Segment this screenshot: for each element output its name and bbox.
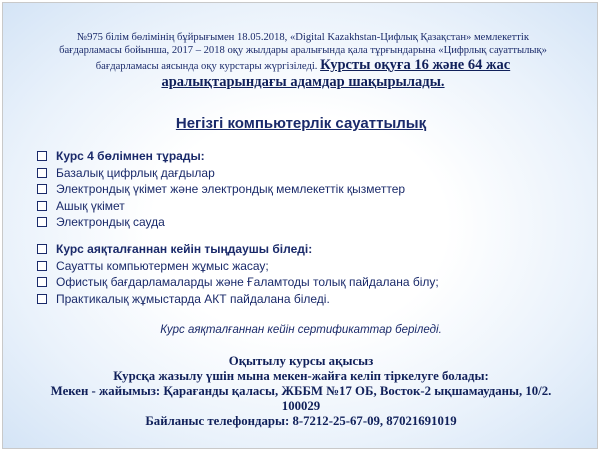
- page-title: Негізгі компьютерлік сауаттылық: [175, 115, 427, 132]
- slide: [2, 2, 598, 449]
- postcode: 100029: [281, 399, 321, 413]
- learning-outcomes-list: [37, 241, 577, 307]
- list-item-label: Базалық цифрлық дағдылар: [56, 165, 215, 180]
- list-item-label: Офистық бағдарламаларды және Ғаламтоды толық пайдалана білу;: [56, 275, 439, 290]
- checkbox-bullet-icon: [37, 244, 47, 254]
- list-item: [37, 214, 577, 231]
- certificate-note: Курс аяқталғаннан кейін сертификаттар беріледі.: [160, 324, 442, 336]
- checkbox-bullet-icon: [37, 261, 47, 271]
- checkbox-bullet-icon: [37, 168, 47, 178]
- list-item-label: Практикалық жұмыстарда АКТ пайдалана біледі.: [56, 291, 330, 306]
- list-item: [37, 258, 577, 275]
- list-title: Курс аяқталғаннан кейін тыңдаушы біледі:: [56, 242, 313, 257]
- list-item-label: Электрондық үкімет және электрондық мемлекеттік қызметтер: [56, 182, 406, 197]
- age-highlight: Курсты оқуға 16 және 64 жас: [320, 57, 511, 73]
- list-title-row: [37, 148, 577, 165]
- intro-line: №975 білім бөлімінің бұйрығымен 18.05.2018, «Digital Kazakhstan-Цифлық Қазақстан» мемлекеттік: [76, 32, 530, 43]
- list-item-label: Электрондық сауда: [56, 215, 165, 230]
- phone-numbers: Байланыс телефондары: 8-7212-25-67-09, 87021691019: [145, 414, 457, 428]
- list-item: [37, 198, 577, 215]
- course-sections-list: [37, 148, 577, 231]
- registration-note: Курсқа жазылу үшін мына мекен-жайға келіп тіркелуге болады:: [113, 369, 489, 383]
- age-highlight: аралықтарындағы адамдар шақырылады.: [161, 74, 445, 90]
- list-item: [37, 165, 577, 182]
- checkbox-bullet-icon: [37, 277, 47, 287]
- fee-note: Оқытылу курсы ақысыз: [228, 354, 374, 368]
- list-item: [37, 274, 577, 291]
- list-item: [37, 291, 577, 308]
- intro-line: бағдарламасы бойынша, 2017 – 2018 оқу жылдары аралығында қала тұрғындарына «Цифрлық сауаттылық»: [59, 45, 547, 56]
- checkbox-bullet-icon: [37, 151, 47, 161]
- address: Мекен - жайымыз: Қарағанды қаласы, ЖББМ №17 ОБ, Восток-2 ықшамауданы, 10/2.: [50, 384, 552, 398]
- checkbox-bullet-icon: [37, 217, 47, 227]
- intro-line: [35, 57, 571, 74]
- checkbox-bullet-icon: [37, 294, 47, 304]
- checkbox-bullet-icon: [37, 184, 47, 194]
- list-item-label: Ашық үкімет: [56, 198, 125, 213]
- contact-footer: [23, 354, 579, 429]
- list-title-row: [37, 241, 577, 258]
- checkbox-bullet-icon: [37, 201, 47, 211]
- list-item: [37, 181, 577, 198]
- intro-paragraph: [35, 31, 571, 91]
- list-item-label: Сауатты компьютермен жұмыс жасау;: [56, 258, 269, 273]
- list-title: Курс 4 бөлімнен тұрады:: [56, 149, 205, 164]
- intro-line-text: бағдарламасы аясында оқу курстары жүргізіледі.: [95, 61, 318, 72]
